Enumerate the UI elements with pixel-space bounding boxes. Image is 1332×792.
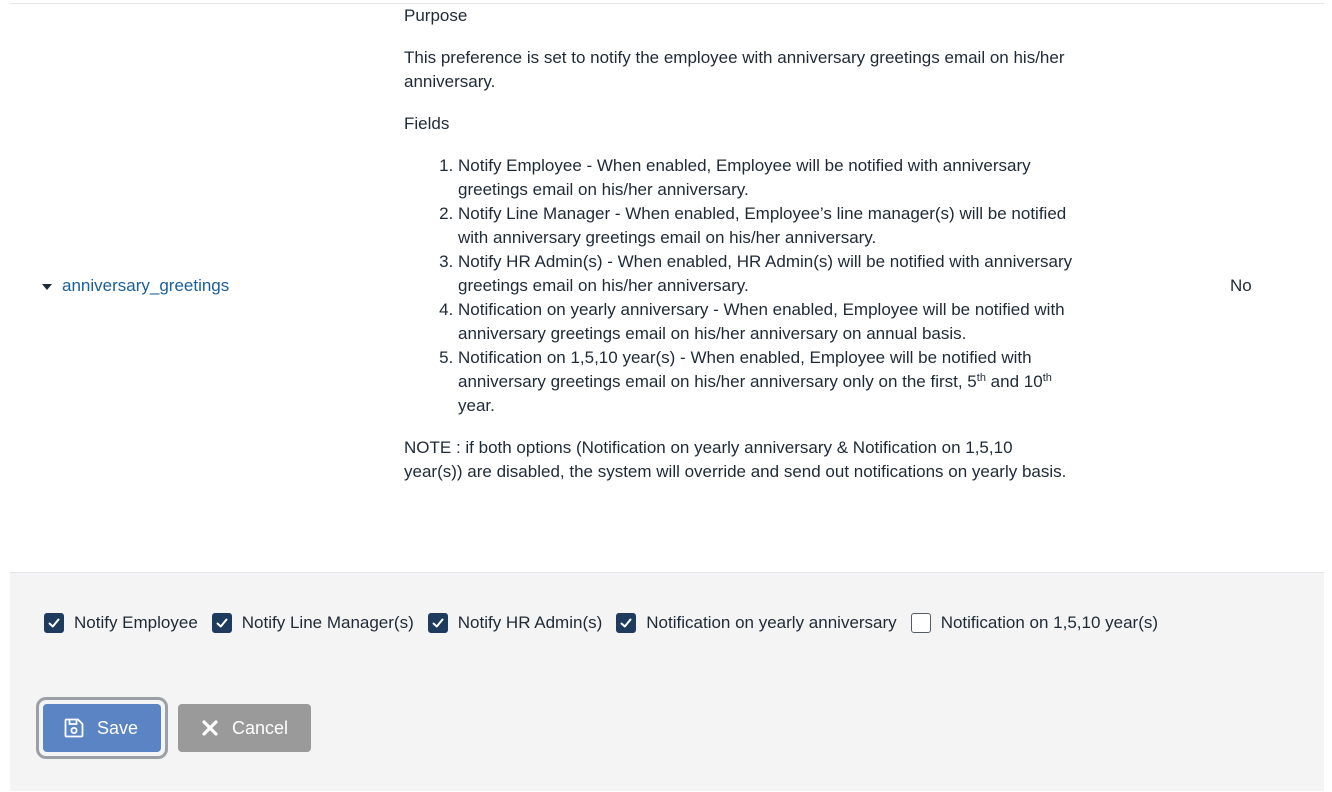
checkbox-label[interactable]: Notify HR Admin(s) [457,613,603,632]
checkbox[interactable] [911,613,931,633]
preference-key-toggle[interactable] [42,276,229,296]
cancel-button-label: Cancel [232,717,289,738]
field-item-text: year. [458,396,495,415]
floppy-disk-icon [63,717,85,739]
edit-panel [10,572,1324,791]
options-group [44,613,1158,633]
field-item: 1. Notify Employee - When enabled, Employee will be notified with anniversary greetings email on his/her anniversary. [458,154,1073,202]
purpose-heading: Purpose [404,6,468,25]
field-item: 4. Notification on yearly anniversary - When enabled, Employee will be notified with anniversary greetings email on his/her anniversary on annual basis. [458,298,1073,346]
purpose-text: This preference is set to notify the employee with anniversary greetings email on his/her anniversary. [404,48,1065,91]
field-item: 2. Notify Line Manager - When enabled, Employee’s line manager(s) will be notified with anniversary greetings email on his/her anniversary. [458,202,1073,250]
checkbox-label[interactable]: Notify Employee [74,613,198,632]
checkmark-icon [619,616,633,630]
superscript: th [976,372,986,384]
option-yearly-anniversary[interactable] [616,613,896,633]
checkbox-label[interactable]: Notification on 1,5,10 year(s) [940,613,1159,632]
option-notify-line-manager[interactable] [212,613,414,633]
field-item [458,346,1073,418]
checkbox[interactable] [428,613,448,633]
checkbox-label[interactable]: Notify Line Manager(s) [241,613,414,632]
checkmark-icon [47,616,61,630]
fields-heading: Fields [404,114,450,133]
option-notify-hr-admin[interactable] [428,613,603,633]
preference-value: No [1230,276,1252,295]
checkbox-label[interactable]: Notification on yearly anniversary [646,613,897,632]
checkbox[interactable] [44,613,64,633]
note-text: NOTE : if both options (Notification on yearly anniversary & Notification on 1,5,10 year(s)) are disabled, the system will override and send out notifications on yearly basis. [404,438,1067,481]
fields-list [404,154,1073,418]
checkmark-icon [431,616,445,630]
save-button-focus-ring [36,697,168,759]
save-button-label: Save [97,717,139,738]
superscript: th [1042,372,1052,384]
checkbox[interactable] [212,613,232,633]
checkbox[interactable] [616,613,636,633]
field-item: 3. Notify HR Admin(s) - When enabled, HR Admin(s) will be notified with anniversary greetings email on his/her anniversary. [458,250,1073,298]
caret-down-icon[interactable] [42,284,52,290]
field-item-text: Notification on 1,5,10 year(s) - When enabled, Employee will be notified with anniversary greetings email on his/her anniversary only on the first, 5 [458,348,1032,391]
checkmark-icon [215,616,229,630]
option-notify-employee[interactable] [44,613,198,633]
preference-description [404,4,1074,484]
preference-key-label[interactable]: anniversary_greetings [62,276,230,295]
cancel-button[interactable] [178,704,311,752]
action-buttons [36,697,311,759]
option-1-5-10-years[interactable] [911,613,1158,633]
save-button[interactable] [43,704,161,752]
close-x-icon [200,718,220,738]
field-item-text: and 10 [985,372,1043,391]
